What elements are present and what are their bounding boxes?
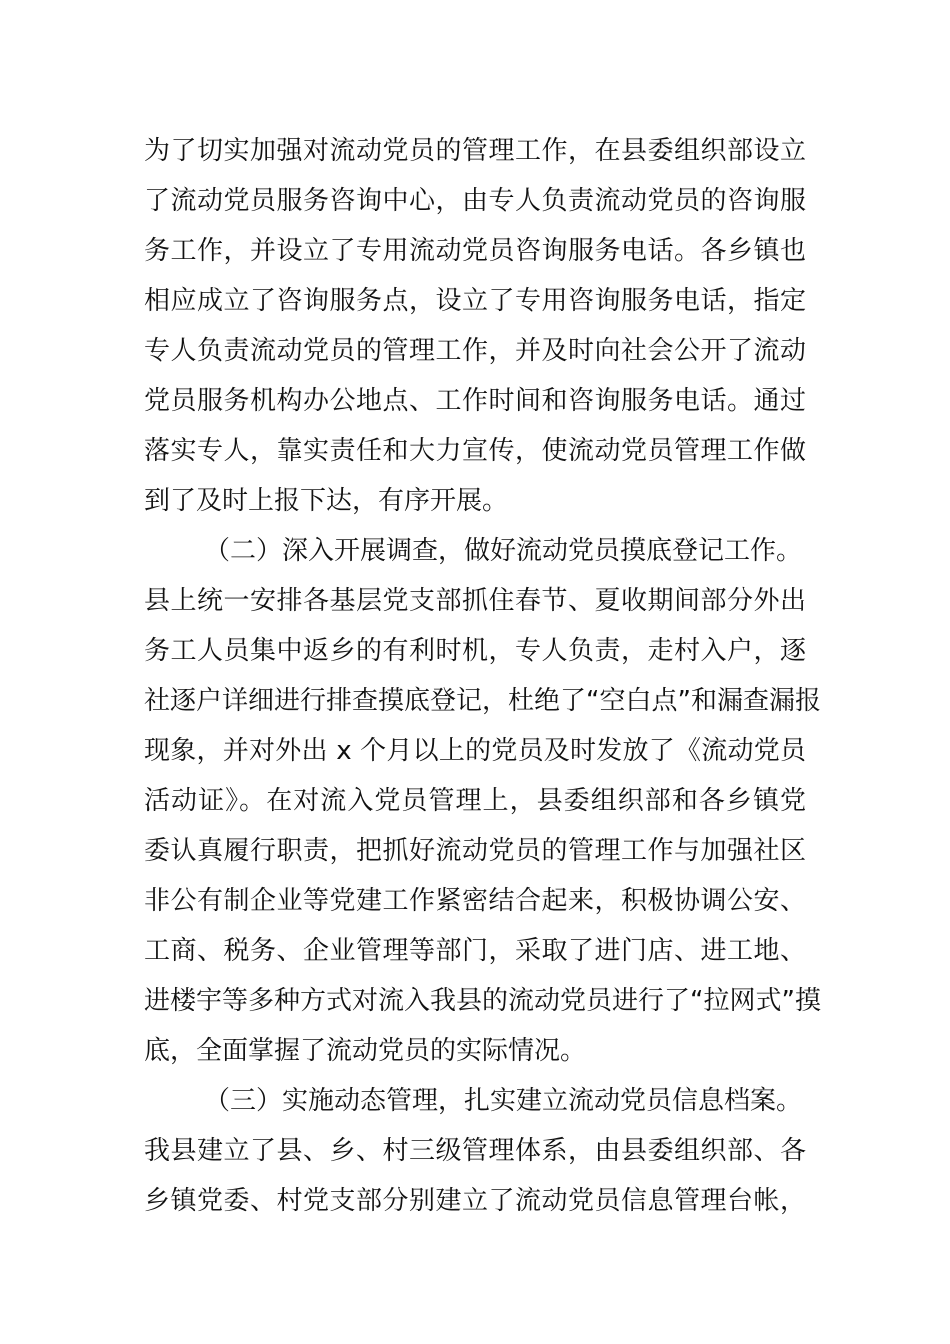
text-line: 党员服务机构办公地点、工作时间和咨询服务电话。通过 xyxy=(144,386,806,416)
text-line: 专人负责流动党员的管理工作，并及时向社会公开了流动 xyxy=(144,336,806,366)
text-line: 了流动党员服务咨询中心，由专人负责流动党员的咨询服 xyxy=(144,186,806,216)
paragraph-3 xyxy=(144,1076,806,1226)
section-heading-line: （三）实施动态管理，扎实建立流动党员信息档案。 xyxy=(204,1086,803,1116)
text-line: 底，全面掌握了流动党员的实际情况。 xyxy=(144,1036,587,1066)
text-line: 乡镇党委、村党支部分别建立了流动党员信息管理台帐， xyxy=(144,1186,806,1216)
text-line: 活动证》。在对流入党员管理上，县委组织部和各乡镇党 xyxy=(144,786,806,816)
text-line: 为了切实加强对流动党员的管理工作，在县委组织部设立 xyxy=(144,136,806,166)
paragraph-1 xyxy=(144,126,806,526)
text-line: 我县建立了县、乡、村三级管理体系，由县委组织部、各 xyxy=(144,1136,806,1166)
document-body xyxy=(144,126,821,1226)
text-line: 务工人员集中返乡的有利时机，专人负责，走村入户，逐 xyxy=(144,636,806,666)
text-line: 落实专人，靠实责任和大力宣传，使流动党员管理工作做 xyxy=(144,436,806,466)
section-heading-line: （二）深入开展调查，做好流动党员摸底登记工作。 xyxy=(204,536,803,566)
text-line: 县上统一安排各基层党支部抓住春节、夏收期间部分外出 xyxy=(144,586,806,616)
text-line: 务工作，并设立了专用流动党员咨询服务电话。各乡镇也 xyxy=(144,236,806,266)
text-line: 非公有制企业等党建工作紧密结合起来，积极协调公安、 xyxy=(144,886,806,916)
paragraph-2 xyxy=(144,526,821,1076)
text-line: 现象，并对外出 x 个月以上的党员及时发放了《流动党员 xyxy=(144,736,806,766)
text-line: 到了及时上报下达，有序开展。 xyxy=(144,486,509,516)
text-line: 相应成立了咨询服务点，设立了专用咨询服务电话，指定 xyxy=(144,286,806,316)
text-line: 社逐户详细进行排查摸底登记，杜绝了“空白点”和漏查漏报 xyxy=(144,686,821,716)
text-line: 进楼宇等多种方式对流入我县的流动党员进行了“拉网式”摸 xyxy=(144,986,821,1016)
text-line: 委认真履行职责，把抓好流动党员的管理工作与加强社区 xyxy=(144,836,806,866)
text-line: 工商、税务、企业管理等部门，采取了进门店、进工地、 xyxy=(144,936,806,966)
